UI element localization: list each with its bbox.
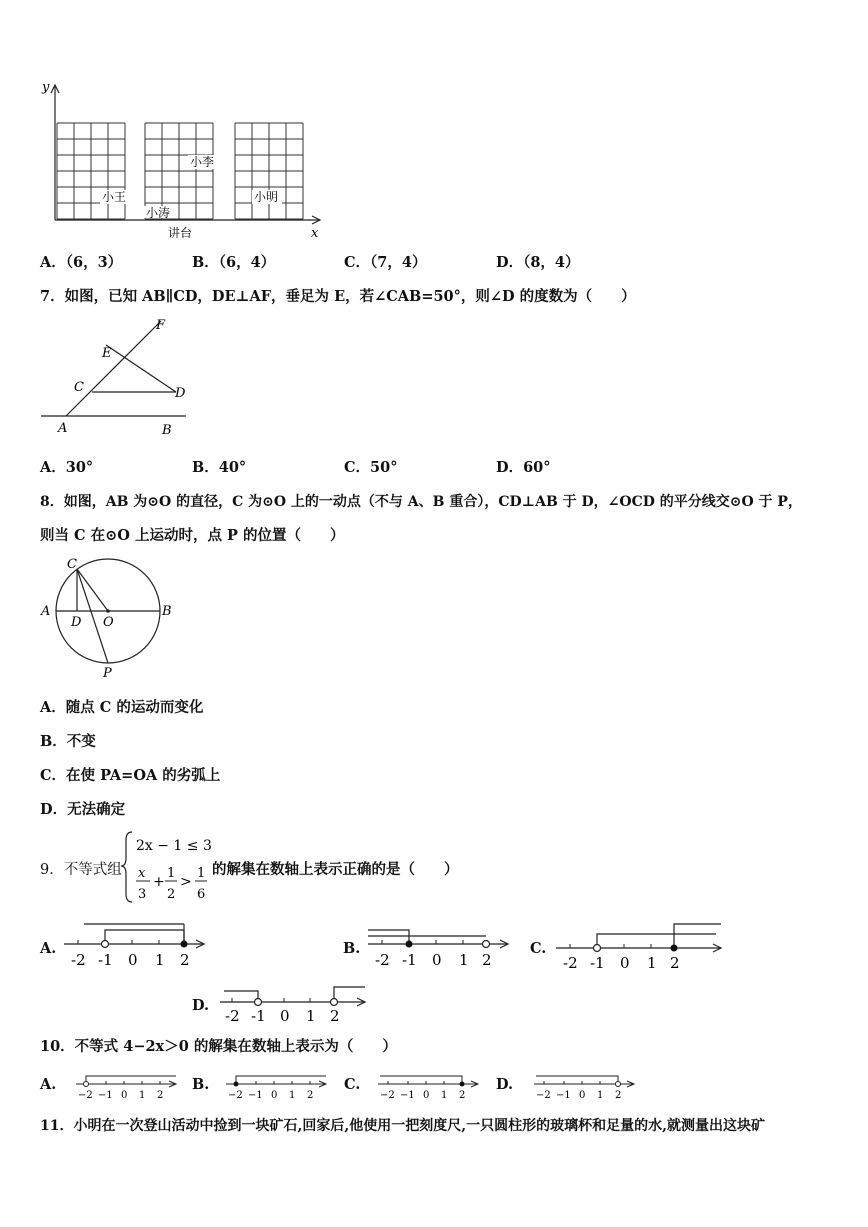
q6-option-a[interactable]: A．（6，3）: [40, 254, 123, 271]
q10-option-d-label[interactable]: D.: [496, 1076, 514, 1093]
q9-option-c-label[interactable]: C.: [530, 940, 547, 957]
label-ming: 小明: [254, 190, 279, 204]
gt-sign: >: [180, 874, 192, 890]
q8-stem-line1: 8．如图，AB 为⊙O 的直径，C 为⊙O 上的一动点（不与 A、B 重合），CD⊥AB 于 D，∠OCD 的平分线交⊙O 于 P，: [40, 494, 802, 510]
q11-stem: 11．小明在一次登山活动中捡到一块矿石,回家后,他使用一把刻度尺,一只圆柱形的玻璃杯和足量的水,就测量出这块矿: [40, 1118, 765, 1134]
tick-label: 1: [289, 1090, 296, 1101]
q9-suffix: 的解集在数轴上表示正确的是（ ）: [212, 861, 459, 878]
tick-label: -1: [590, 954, 605, 970]
tick-label: −2: [536, 1090, 551, 1101]
point-o: O: [103, 615, 114, 630]
seating-grid-figure: [30, 75, 330, 245]
q10-option-a-label[interactable]: A.: [40, 1076, 57, 1093]
q9-inequality-system: [120, 828, 220, 908]
q8-circle-figure: [36, 552, 186, 682]
point-f: F: [156, 318, 166, 333]
q8-stem-line2: 则当 C 在⊙O 上运动时，点 P 的位置（ ）: [40, 527, 345, 544]
tick-label: -2: [375, 951, 390, 969]
q9-option-a-numberline[interactable]: [64, 920, 209, 970]
q9-option-c-numberline[interactable]: [556, 920, 726, 970]
tick-label: −1: [248, 1090, 263, 1101]
y-axis-label: y: [42, 80, 50, 95]
label-tao: 小涛: [146, 206, 171, 220]
tick-label: −2: [380, 1090, 395, 1101]
point-e: E: [102, 346, 112, 361]
seat-grid-middle: [145, 123, 213, 219]
q7-option-a[interactable]: A．30°: [40, 459, 94, 476]
x-axis-label: x: [311, 226, 319, 241]
tick-label: 0: [280, 1007, 290, 1025]
point-p: P: [103, 666, 112, 681]
frac-2: 2: [167, 887, 176, 902]
q9-option-d-label[interactable]: D.: [192, 997, 210, 1014]
q7-option-c[interactable]: C．50°: [344, 459, 398, 476]
tick-label: 2: [482, 951, 492, 969]
q9-option-b-label[interactable]: B.: [343, 940, 361, 957]
q9-option-b-numberline[interactable]: [368, 920, 513, 970]
q9-prefix: 9．不等式组: [40, 862, 122, 878]
tick-label: −2: [228, 1090, 243, 1101]
ineq-line1: 2x − 1 ≤ 3: [136, 838, 212, 854]
tick-label: 2: [330, 1007, 340, 1025]
q8-option-c[interactable]: C．在使 PA=OA 的劣弧上: [40, 767, 221, 784]
tick-label: 0: [423, 1090, 430, 1101]
tick-label: 0: [271, 1090, 278, 1101]
tick-label: 1: [306, 1007, 316, 1025]
tick-label: 1: [139, 1090, 146, 1101]
tick-label: 1: [459, 951, 469, 969]
q9-option-a-label[interactable]: A.: [40, 940, 57, 957]
q7-stem: 7．如图，已知 AB∥CD，DE⊥AF，垂足为 E，若∠CAB=50°，则∠D 的度数为（ ）: [40, 288, 636, 305]
frac-x: x: [138, 866, 146, 881]
tick-label: -2: [71, 951, 86, 969]
point-a: A: [58, 421, 68, 436]
q8-option-a[interactable]: A．随点 C 的运动而变化: [40, 699, 204, 716]
q10-stem: 10．不等式 4−2x＞0 的解集在数轴上表示为（ ）: [40, 1038, 397, 1055]
q10-option-c-label[interactable]: C.: [344, 1076, 361, 1093]
tick-label: -2: [563, 954, 578, 970]
q9-option-d-numberline[interactable]: [220, 983, 370, 1025]
frac-1a: 1: [167, 866, 176, 881]
q8-option-b[interactable]: B．不变: [40, 733, 96, 750]
tick-label: 2: [615, 1090, 622, 1101]
seat-grid-right: [235, 123, 303, 219]
tick-label: 0: [128, 951, 138, 969]
tick-label: 0: [432, 951, 442, 969]
tick-label: 2: [180, 951, 190, 969]
frac-3: 3: [138, 887, 147, 902]
q10-option-d-numberline[interactable]: [530, 1066, 640, 1102]
point-b: B: [162, 423, 172, 438]
tick-label: 0: [121, 1090, 128, 1101]
frac-6: 6: [197, 887, 206, 902]
label-podium: 讲台: [168, 226, 193, 240]
tick-label: 0: [579, 1090, 586, 1101]
point-c: C: [74, 380, 84, 395]
q8-option-d[interactable]: D．无法确定: [40, 801, 126, 818]
tick-label: 1: [597, 1090, 604, 1101]
tick-label: −1: [556, 1090, 571, 1101]
label-li: 小李: [190, 155, 215, 169]
point-d: D: [175, 386, 186, 401]
q6-option-d[interactable]: D．（8，4）: [496, 254, 580, 271]
tick-label: −2: [78, 1090, 93, 1101]
q7-option-b[interactable]: B．40°: [192, 459, 247, 476]
tick-label: 2: [459, 1090, 466, 1101]
point-c: C: [67, 557, 77, 572]
tick-label: -1: [251, 1007, 266, 1025]
tick-label: 1: [441, 1090, 448, 1101]
tick-label: 1: [647, 954, 657, 970]
tick-label: 2: [157, 1090, 164, 1101]
q10-option-b-label[interactable]: B.: [192, 1076, 210, 1093]
q6-option-c[interactable]: C．（7，4）: [344, 254, 427, 271]
point-a: A: [41, 604, 51, 619]
tick-label: -1: [402, 951, 417, 969]
tick-label: 2: [307, 1090, 314, 1101]
label-wang: 小王: [102, 190, 127, 204]
point-d: D: [71, 615, 82, 630]
q10-option-c-numberline[interactable]: [374, 1066, 484, 1102]
q7-figure: [36, 315, 196, 440]
seat-grid-left: [57, 123, 125, 219]
frac-1b: 1: [197, 866, 206, 881]
tick-label: -2: [225, 1007, 240, 1025]
tick-label: −1: [400, 1090, 415, 1101]
tick-label: 1: [155, 951, 165, 969]
tick-label: 0: [620, 954, 630, 970]
plus-sign: +: [153, 874, 165, 890]
tick-label: 2: [670, 954, 680, 970]
tick-label: −1: [98, 1090, 113, 1101]
q10-option-a-numberline[interactable]: [72, 1066, 182, 1102]
q6-option-b[interactable]: B．（6，4）: [192, 254, 276, 271]
q10-option-b-numberline[interactable]: [222, 1066, 332, 1102]
point-b: B: [162, 604, 172, 619]
tick-label: -1: [98, 951, 113, 969]
q7-option-d[interactable]: D．60°: [496, 459, 551, 476]
